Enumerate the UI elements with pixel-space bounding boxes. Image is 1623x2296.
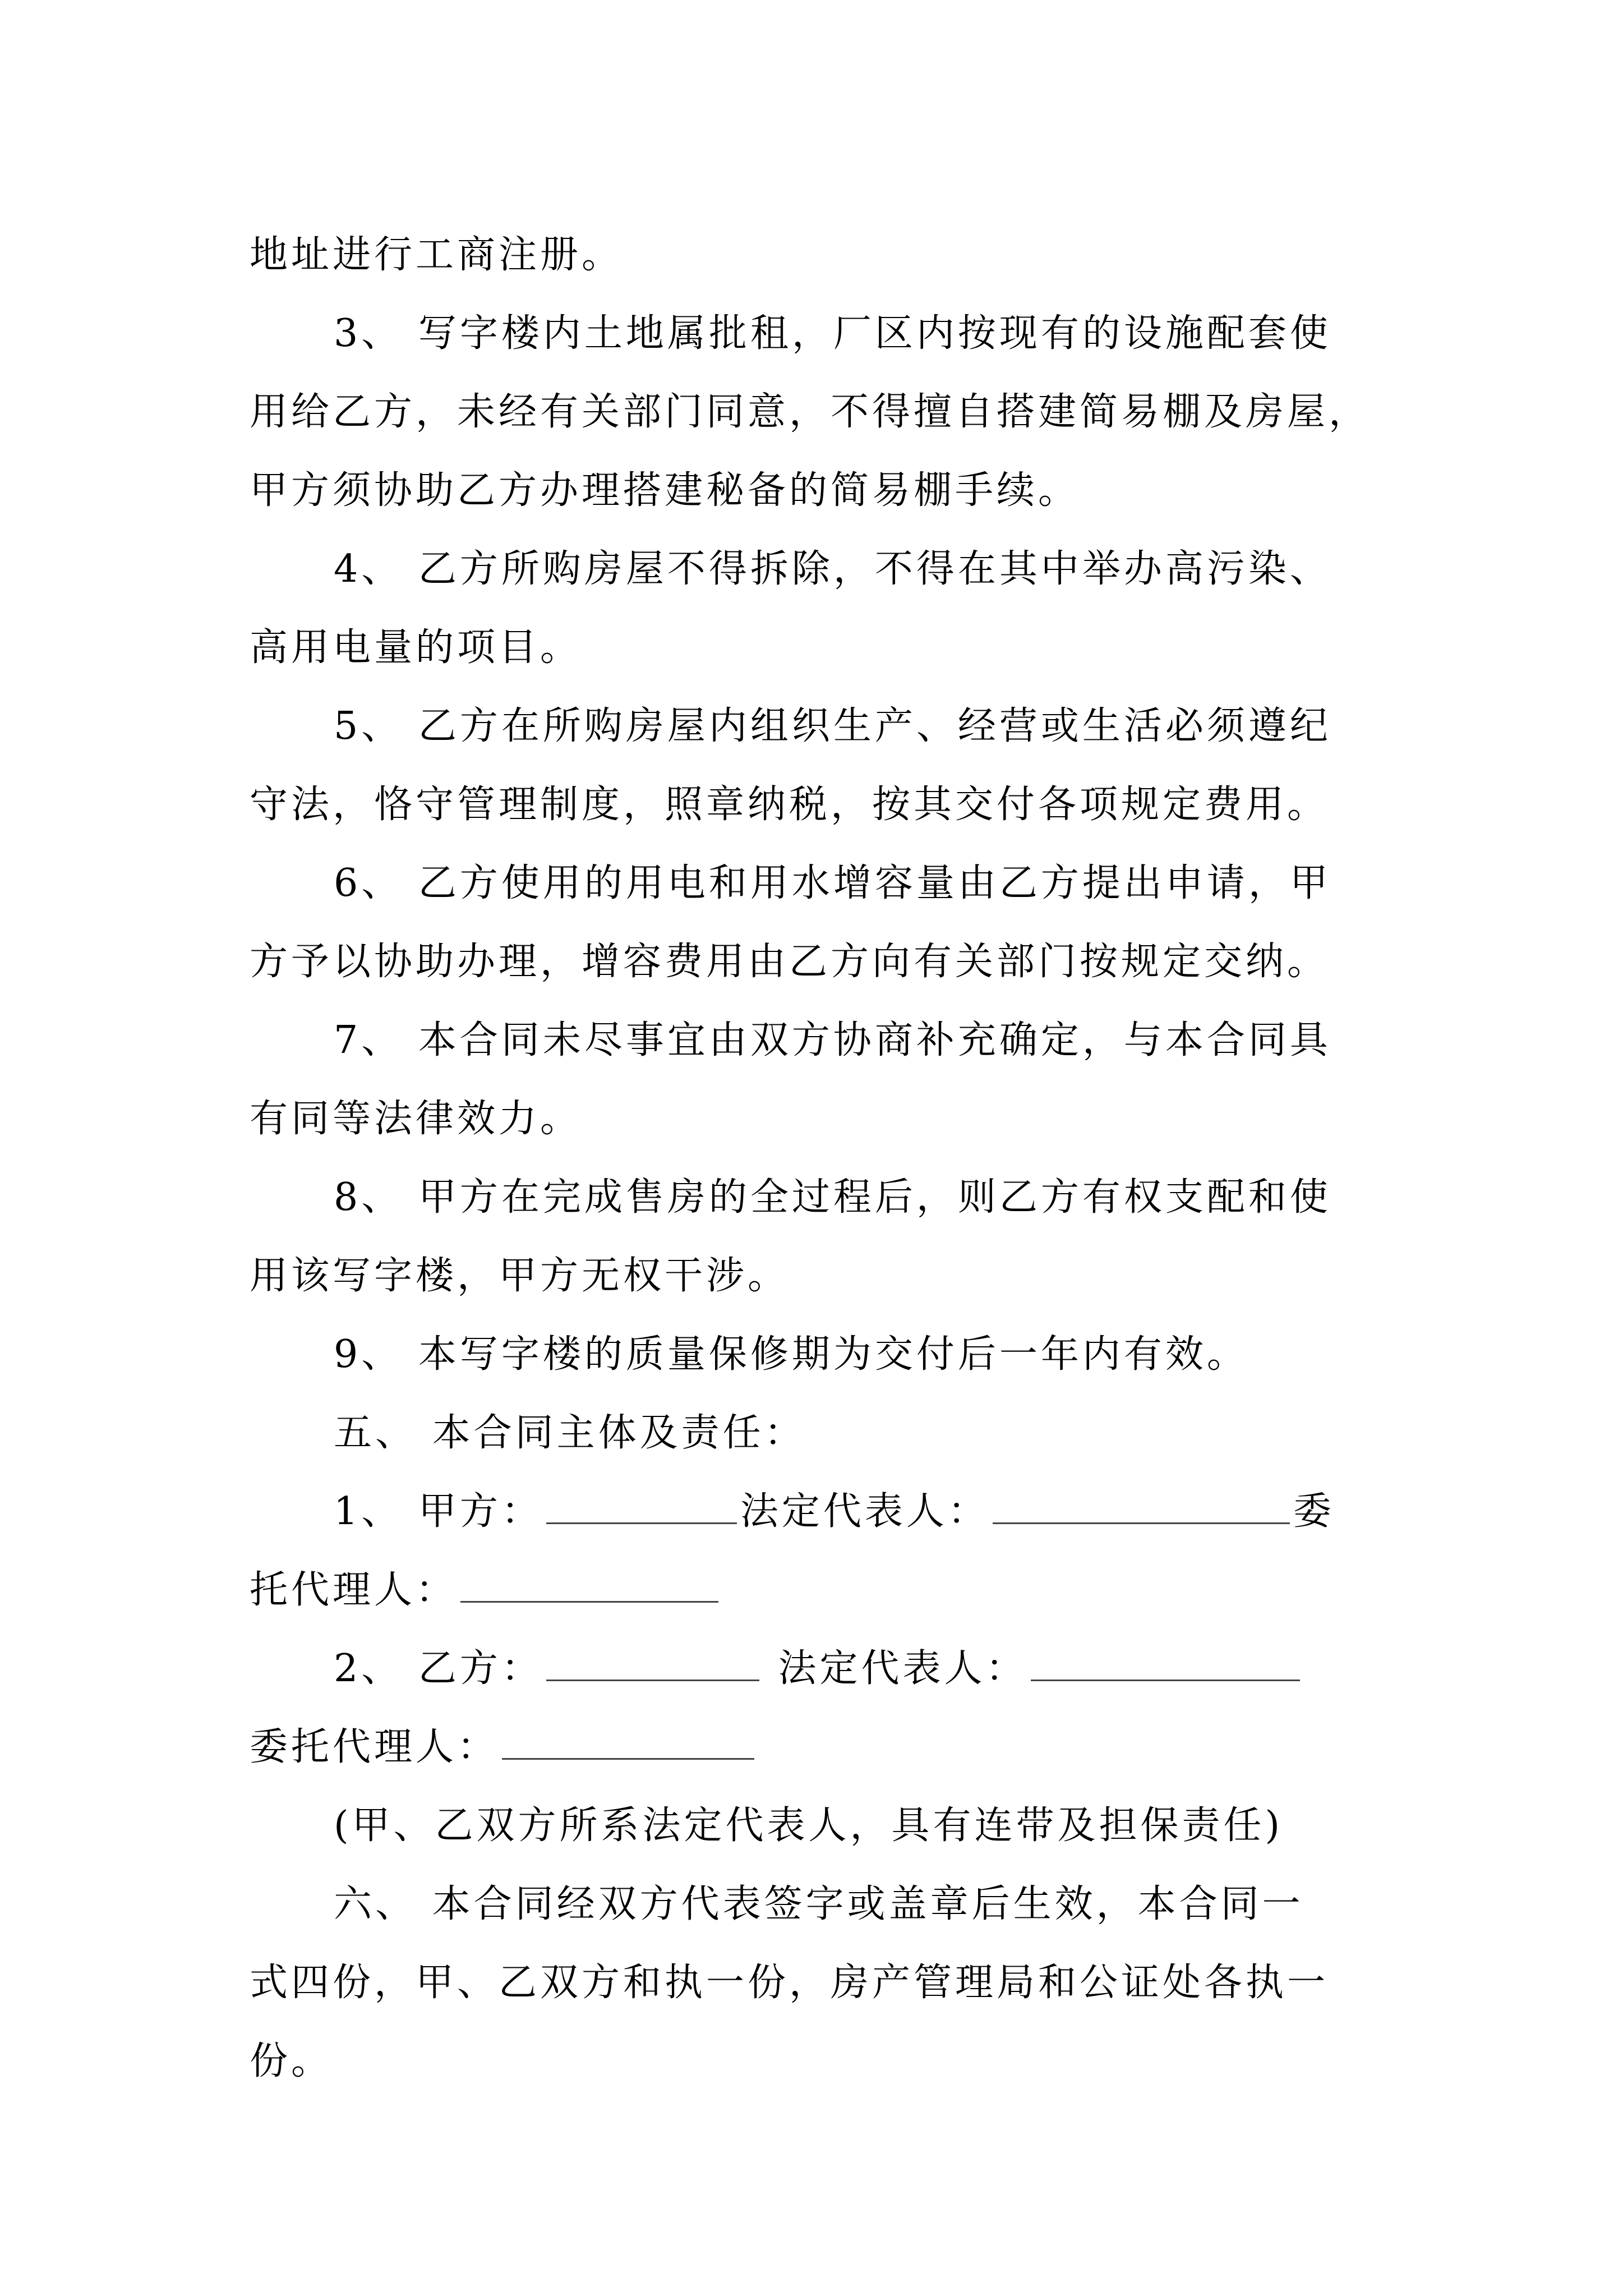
party-b-rep-label: 法定代表人： — [778, 1646, 1027, 1691]
text-line: 用给乙方，未经有关部门同意，不得擅自搭建简易棚及房屋， — [250, 390, 1371, 434]
clause-7 — [250, 1001, 1382, 1158]
text-line: 地址进行工商注册。 — [250, 233, 624, 277]
party-b-agent-label: 委托代理人： — [250, 1725, 499, 1769]
text-line: 方予以协助办理，增容费用由乙方向有关部门按规定交纳。 — [250, 940, 1329, 984]
party-b-agent-blank[interactable] — [502, 1726, 754, 1760]
party-b-line — [250, 1630, 1382, 1708]
document-body — [250, 216, 1382, 2101]
party-a-agent-blank[interactable] — [460, 1568, 718, 1603]
party-b-prefix: 2、 乙方： — [334, 1646, 543, 1691]
party-a-tail: 委 — [1293, 1489, 1335, 1534]
liability-note — [250, 1787, 1382, 1865]
text-line: 五、 本合同主体及责任： — [334, 1411, 806, 1455]
text-line: 9、 本写字楼的质量保修期为交付后一年内有效。 — [334, 1332, 1248, 1377]
paragraph-registration — [250, 216, 1382, 295]
text-line: 份。 — [250, 2039, 333, 2083]
party-a-rep-label: 法定代表人： — [740, 1489, 989, 1534]
text-line: 甲方须协助乙方办理搭建秘备的简易棚手续。 — [250, 468, 1080, 513]
party-b-name-blank[interactable] — [546, 1647, 759, 1681]
section-6 — [250, 1865, 1382, 2101]
clause-8 — [250, 1158, 1382, 1315]
text-line: 7、 本合同未尽事宜由双方协商补充确定，与本合同具 — [334, 1018, 1331, 1062]
text-line: 5、 乙方在所购房屋内组织生产、经营或生活必须遵纪 — [334, 704, 1331, 748]
text-line: 8、 甲方在完成售房的全过程后，则乙方有权支配和使 — [334, 1175, 1331, 1220]
text-line: 守法，恪守管理制度，照章纳税，按其交付各项规定费用。 — [250, 783, 1329, 827]
text-line: 式四份，甲、乙双方和执一份，房产管理局和公证处各执一 — [250, 1961, 1329, 2005]
section-5-heading — [250, 1394, 1382, 1473]
clause-9 — [250, 1315, 1382, 1394]
party-a-agent-line — [250, 1551, 1382, 1630]
party-b-agent-line — [250, 1708, 1382, 1787]
text-line: 有同等法律效力。 — [250, 1097, 582, 1141]
text-line: (甲、乙双方所系法定代表人，具有连带及担保责任) — [334, 1803, 1284, 1848]
text-line: 6、 乙方使用的用电和用水增容量由乙方提出申请，甲 — [334, 861, 1331, 905]
party-a-rep-blank[interactable] — [993, 1490, 1290, 1524]
text-line: 高用电量的项目。 — [250, 625, 582, 670]
party-a-name-blank[interactable] — [546, 1490, 737, 1524]
party-a-line — [250, 1473, 1382, 1551]
text-line: 六、 本合同经双方代表签字或盖章后生效，本合同一 — [334, 1882, 1304, 1926]
party-b-rep-blank[interactable] — [1031, 1647, 1300, 1681]
clause-3 — [250, 295, 1382, 530]
clause-5 — [250, 687, 1382, 844]
party-a-prefix: 1、 甲方： — [334, 1489, 543, 1534]
text-line: 3、 写字楼内土地属批租，厂区内按现有的设施配套使 — [334, 311, 1331, 356]
party-b-block — [250, 1630, 1382, 1787]
party-a-block — [250, 1473, 1382, 1630]
text-line: 4、 乙方所购房屋不得拆除，不得在其中举办高污染、 — [334, 547, 1331, 591]
party-a-agent-label: 托代理人： — [250, 1568, 458, 1612]
text-line: 用该写字楼，甲方无权干涉。 — [250, 1254, 790, 1298]
clause-4 — [250, 530, 1382, 687]
clause-6 — [250, 844, 1382, 1001]
